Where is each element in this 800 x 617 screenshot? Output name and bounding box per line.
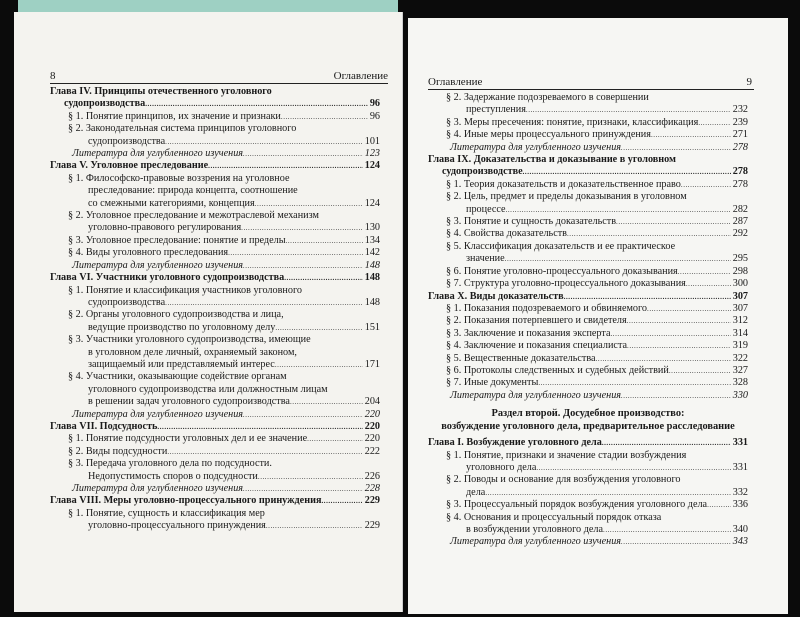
toc-entry-title-line: § 2. Виды подсудности bbox=[68, 445, 168, 457]
toc-chapter-entry bbox=[50, 86, 380, 111]
toc-literature-entry bbox=[428, 390, 748, 402]
toc-entry-leader-row bbox=[68, 136, 380, 148]
toc-entry-leader-row bbox=[68, 111, 380, 123]
toc-literature-entry bbox=[50, 148, 380, 160]
dot-leader bbox=[243, 148, 363, 160]
toc-entry-leader-row bbox=[446, 253, 748, 265]
right-page-number: 9 bbox=[746, 76, 752, 88]
toc-entry-title-line: § 1. Понятие и классификация участников уголовного bbox=[68, 284, 302, 296]
toc-page-number: 298 bbox=[732, 265, 748, 277]
dot-leader bbox=[167, 446, 362, 458]
toc-page-number: 204 bbox=[364, 396, 380, 408]
toc-page-number: 340 bbox=[732, 524, 748, 535]
right-header-rule bbox=[428, 89, 754, 90]
toc-section-entry bbox=[428, 328, 748, 340]
left-page-number: 8 bbox=[50, 70, 56, 82]
toc-literature-entry bbox=[428, 536, 748, 548]
toc-page-number: 229 bbox=[364, 520, 380, 532]
toc-entry-title-line: преследование: природа концепта, соотношение bbox=[88, 185, 298, 197]
toc-entry-title-line: § 2. Законодательная система принципов уголовного bbox=[68, 123, 297, 135]
toc-page-number: 123 bbox=[364, 148, 380, 160]
dot-leader bbox=[505, 253, 731, 265]
toc-page-number: 130 bbox=[364, 222, 380, 234]
dot-leader bbox=[243, 483, 363, 495]
toc-entry-title-line: § 5. Классификация доказательств и ее практическое bbox=[446, 240, 676, 252]
toc-page-number: 222 bbox=[364, 445, 380, 457]
toc-chapter-entry bbox=[50, 421, 380, 433]
dot-leader bbox=[286, 235, 363, 247]
toc-entry-title-line: Литература для углубленного изучения bbox=[72, 408, 244, 420]
toc-entry-title-line: Глава VII. Подсудность bbox=[50, 420, 158, 432]
dot-leader bbox=[621, 142, 731, 154]
toc-entry-title-line: в возбуждении уголовного дела bbox=[466, 524, 604, 535]
toc-entry-leader-row bbox=[450, 536, 748, 548]
toc-page-number: 228 bbox=[364, 483, 380, 494]
toc-entry-title-line: § 4. Участники, оказывающие содействие органам bbox=[68, 371, 287, 383]
toc-chapter-entry bbox=[50, 272, 380, 284]
toc-entry-leader-row bbox=[68, 247, 380, 259]
toc-page-number: 332 bbox=[732, 486, 748, 498]
dot-leader bbox=[536, 462, 730, 474]
toc-entry-leader-row bbox=[446, 524, 748, 536]
toc-entry-title-line: § 3. Процессуальный порядок возбуждения уголовного дела bbox=[446, 499, 708, 511]
toc-entry-title-line: защищаемый или представляемый интерес bbox=[88, 358, 275, 370]
toc-section-entry bbox=[428, 315, 748, 327]
toc-entry-leader-row bbox=[446, 303, 748, 315]
toc-section-entry bbox=[428, 499, 748, 511]
toc-entry-title-line: § 4. Иные меры процессуального принуждения bbox=[446, 129, 651, 141]
toc-entry-leader-row bbox=[50, 272, 380, 284]
toc-entry-title-line: Глава VIII. Меры уголовно-процессуального принуждения bbox=[50, 495, 322, 507]
toc-entry-title-line: судопроизводства bbox=[88, 296, 166, 308]
dot-leader bbox=[275, 359, 363, 371]
toc-entry-title-line: судопроизводства bbox=[88, 135, 166, 147]
toc-entry-title-line: § 1. Понятие, сущность и классификация мер bbox=[68, 507, 265, 519]
toc-page-number: 226 bbox=[364, 470, 380, 482]
toc-entry-title-line: § 2. Органы уголовного судопроизводства и лица, bbox=[68, 309, 284, 321]
dot-leader bbox=[165, 297, 363, 309]
toc-entry-leader-row bbox=[446, 462, 748, 474]
toc-entry-title-line: § 4. Заключение и показания специалиста bbox=[446, 340, 628, 352]
part-heading bbox=[428, 408, 748, 433]
toc-entry-leader-row bbox=[446, 315, 748, 327]
toc-section-entry bbox=[428, 228, 748, 240]
toc-entry-leader-row bbox=[50, 421, 380, 433]
toc-entry-leader-row bbox=[446, 179, 748, 191]
toc-entry-title-line: § 2. Задержание подозреваемого в совершении bbox=[446, 92, 649, 103]
toc-entry-leader-row bbox=[68, 359, 380, 371]
dot-leader bbox=[678, 266, 731, 278]
toc-section-entry bbox=[428, 450, 748, 475]
toc-entry-title-line: § 5. Вещественные доказательства bbox=[446, 352, 596, 364]
toc-entry-title-line: § 2. Показания потерпевшего и свидетеля bbox=[446, 315, 627, 327]
toc-entry-title-line: § 7. Структура уголовно-процессуального доказывания bbox=[446, 278, 686, 290]
toc-entry-leader-row bbox=[446, 499, 748, 511]
dot-leader bbox=[523, 166, 731, 178]
part-heading-line: возбуждение уголовного дела, предварительное расследование bbox=[441, 420, 735, 432]
toc-page-number: 229 bbox=[364, 495, 380, 507]
toc-section-entry bbox=[428, 241, 748, 266]
toc-page-number: 331 bbox=[732, 437, 748, 449]
toc-page-number: 343 bbox=[732, 536, 748, 548]
toc-entry-title-line: § 1. Понятие принципов, их значение и признаки bbox=[68, 110, 281, 122]
toc-chapter-entry bbox=[428, 291, 748, 303]
toc-page-number: 327 bbox=[732, 364, 748, 376]
toc-page-number: 96 bbox=[369, 110, 380, 122]
toc-entry-leader-row bbox=[72, 260, 380, 272]
toc-section-entry bbox=[428, 278, 748, 290]
toc-entry-title-line: судопроизводстве bbox=[442, 166, 523, 178]
toc-entry-title-line: § 6. Понятие уголовно-процессуального доказывания bbox=[446, 265, 678, 277]
toc-entry-title-line: § 3. Участники уголовного судопроизводства, имеющие bbox=[68, 334, 311, 346]
toc-page-number: 124 bbox=[364, 160, 380, 172]
toc-entry-title-line: Литература для углубленного изучения bbox=[72, 483, 244, 494]
dot-leader bbox=[564, 291, 731, 303]
toc-section-entry bbox=[50, 371, 380, 408]
dot-leader bbox=[165, 136, 363, 148]
toc-page-number: 307 bbox=[732, 290, 748, 302]
toc-page-number: 319 bbox=[732, 340, 748, 352]
dot-leader bbox=[241, 222, 363, 234]
dot-leader bbox=[243, 409, 363, 421]
toc-page-number: 101 bbox=[364, 135, 380, 147]
toc-page-number: 287 bbox=[732, 216, 748, 228]
toc-entry-title-line: § 2. Цель, предмет и пределы доказывания в уголовном bbox=[446, 191, 687, 203]
toc-entry-leader-row bbox=[50, 495, 380, 507]
toc-entry-title-line: § 2. Уголовное преследование и межотраслевой механизм bbox=[68, 210, 319, 222]
toc-section-entry bbox=[428, 365, 748, 377]
toc-entry-leader-row bbox=[428, 166, 748, 178]
toc-entry-leader-row bbox=[72, 409, 380, 421]
left-page bbox=[14, 12, 403, 612]
toc-section-entry bbox=[428, 191, 748, 216]
part-heading-line: Раздел второй. Досудебное производство: bbox=[491, 408, 685, 420]
toc-entry-title-line: Глава I. Возбуждение уголовного дела bbox=[428, 437, 602, 449]
dot-leader bbox=[243, 260, 363, 272]
dot-leader bbox=[208, 160, 363, 172]
toc-page-number: 124 bbox=[364, 197, 380, 209]
dot-leader bbox=[627, 340, 731, 352]
toc-section-entry bbox=[428, 129, 748, 141]
dot-leader bbox=[307, 433, 363, 445]
toc-page-number: 278 bbox=[732, 166, 748, 178]
dot-leader bbox=[596, 353, 731, 365]
toc-literature-entry bbox=[50, 409, 380, 421]
dot-leader bbox=[275, 322, 362, 334]
toc-page-number: 220 bbox=[364, 408, 380, 420]
toc-entry-leader-row bbox=[446, 129, 748, 141]
toc-entry-title-line: Недопустимость споров о подсудности bbox=[88, 470, 258, 482]
toc-entry-title-line: Литература для углубленного изучения bbox=[450, 141, 622, 153]
toc-page-number: 96 bbox=[369, 98, 380, 110]
toc-entry-title-line: § 3. Заключение и показания эксперта bbox=[446, 327, 611, 339]
dot-leader bbox=[621, 390, 731, 402]
toc-entry-leader-row bbox=[446, 204, 748, 216]
dot-leader bbox=[266, 520, 363, 532]
dot-leader bbox=[707, 499, 731, 511]
dot-leader bbox=[526, 104, 731, 116]
dot-leader bbox=[485, 487, 730, 499]
toc-entry-leader-row bbox=[446, 266, 748, 278]
toc-entry-leader-row bbox=[68, 235, 380, 247]
toc-page-number: 307 bbox=[732, 302, 748, 314]
toc-entry-leader-row bbox=[446, 377, 748, 389]
dot-leader bbox=[651, 129, 731, 141]
toc-section-entry bbox=[428, 179, 748, 191]
toc-section-entry bbox=[50, 123, 380, 148]
toc-entry-leader-row bbox=[446, 216, 748, 228]
toc-entry-title-line: в уголовном деле личный, охраняемый законом, bbox=[88, 346, 297, 358]
dot-leader bbox=[698, 117, 730, 129]
dot-leader bbox=[281, 111, 368, 123]
dot-leader bbox=[647, 303, 731, 315]
toc-page-number: 134 bbox=[364, 234, 380, 246]
dot-leader bbox=[681, 179, 731, 191]
toc-section-entry bbox=[50, 210, 380, 235]
toc-page-number: 278 bbox=[732, 141, 748, 153]
dot-leader bbox=[602, 437, 731, 449]
toc-entry-title-line: Глава IV. Принципы отечественного уголовного bbox=[50, 86, 272, 97]
dot-leader bbox=[506, 204, 731, 216]
toc-entry-leader-row bbox=[68, 520, 380, 532]
right-running-header: Оглавление bbox=[428, 76, 483, 88]
toc-section-entry bbox=[50, 285, 380, 310]
toc-entry-leader-row bbox=[50, 98, 380, 110]
toc-section-entry bbox=[50, 235, 380, 247]
toc-section-entry bbox=[50, 309, 380, 334]
dot-leader bbox=[228, 247, 363, 259]
toc-section-entry bbox=[50, 458, 380, 483]
toc-page-number: 151 bbox=[364, 321, 380, 333]
toc-literature-entry bbox=[50, 483, 380, 495]
toc-entry-title-line: § 2. Поводы и основание для возбуждения уголовного bbox=[446, 474, 681, 486]
toc-page-number: 336 bbox=[732, 499, 748, 511]
toc-page-number: 282 bbox=[732, 203, 748, 215]
toc-page-number: 300 bbox=[732, 278, 748, 290]
toc-entry-leader-row bbox=[446, 340, 748, 352]
toc-entry-leader-row bbox=[450, 142, 748, 154]
toc-entry-leader-row bbox=[450, 390, 748, 402]
toc-entry-leader-row bbox=[68, 396, 380, 408]
toc-entry-title-line: § 1. Понятие, признаки и значение стадии возбуждения bbox=[446, 449, 687, 461]
toc-entry-title-line: § 3. Передача уголовного дела по подсудности. bbox=[68, 458, 272, 470]
toc-page-number: 322 bbox=[732, 352, 748, 364]
dot-leader bbox=[258, 471, 363, 483]
toc-entry-leader-row bbox=[446, 365, 748, 377]
toc-entry-title-line: в решении задач уголовного судопроизводства bbox=[88, 396, 290, 408]
toc-entry-title-line: уголовного дела bbox=[466, 461, 537, 473]
dot-leader bbox=[686, 278, 731, 290]
toc-page-number: 239 bbox=[732, 116, 748, 128]
toc-page-number: 295 bbox=[732, 253, 748, 265]
toc-entry-title-line: Литература для углубленного изучения bbox=[72, 148, 244, 160]
dot-leader bbox=[255, 198, 363, 210]
toc-section-entry bbox=[428, 512, 748, 537]
toc-entry-title-line: дела bbox=[466, 486, 486, 498]
toc-section-entry bbox=[50, 334, 380, 371]
toc-entry-leader-row bbox=[68, 297, 380, 309]
toc-entry-title-line: Глава VI. Участники уголовного судопроизводства bbox=[50, 272, 285, 284]
toc-page-number: 331 bbox=[732, 461, 748, 473]
toc-entry-title-line: уголовно-правового регулирования bbox=[88, 222, 242, 234]
toc-entry-title-line: уголовного судопроизводства или должностным лицам bbox=[88, 383, 328, 395]
toc-entry-title-line: Литература для углубленного изучения bbox=[72, 259, 244, 271]
toc-entry-title-line: Глава X. Виды доказательств bbox=[428, 290, 564, 302]
dot-leader bbox=[321, 495, 362, 507]
dot-leader bbox=[567, 228, 731, 240]
dot-leader bbox=[627, 315, 731, 327]
dot-leader bbox=[603, 524, 731, 536]
toc-entry-title-line: § 4. Свойства доказательств bbox=[446, 228, 567, 240]
toc-section-entry bbox=[50, 446, 380, 458]
right-toc bbox=[428, 92, 748, 549]
toc-entry-leader-row bbox=[68, 198, 380, 210]
toc-entry-title-line: со смежными категориями, концепция bbox=[88, 197, 255, 209]
dot-leader bbox=[669, 365, 731, 377]
toc-entry-title-line: § 3. Меры пресечения: понятие, признаки, классификация bbox=[446, 116, 699, 128]
toc-entry-leader-row bbox=[68, 322, 380, 334]
toc-entry-title-line: § 3. Понятие и сущность доказательств bbox=[446, 216, 617, 228]
dot-leader bbox=[611, 328, 731, 340]
toc-page-number: 148 bbox=[364, 296, 380, 308]
toc-entry-title-line: судопроизводства bbox=[64, 98, 146, 110]
toc-section-entry bbox=[50, 247, 380, 259]
toc-entry-leader-row bbox=[446, 353, 748, 365]
toc-section-entry bbox=[428, 474, 748, 499]
toc-page-number: 142 bbox=[364, 247, 380, 259]
toc-entry-title-line: § 7. Иные документы bbox=[446, 377, 539, 389]
toc-entry-leader-row bbox=[72, 148, 380, 160]
toc-entry-title-line: § 1. Понятие подсудности уголовных дел и ее значение bbox=[68, 433, 308, 445]
toc-page-number: 171 bbox=[364, 358, 380, 370]
toc-page-number: 148 bbox=[364, 272, 380, 284]
toc-chapter-entry bbox=[428, 154, 748, 179]
toc-entry-leader-row bbox=[50, 160, 380, 172]
left-running-header: Оглавление bbox=[333, 70, 388, 82]
toc-entry-title-line: § 1. Показания подозреваемого и обвиняемого bbox=[446, 302, 648, 314]
toc-entry-title-line: Глава IX. Доказательства и доказывание в уголовном bbox=[428, 154, 676, 166]
toc-page-number: 220 bbox=[364, 433, 380, 445]
toc-page-number: 232 bbox=[732, 104, 748, 116]
dot-leader bbox=[157, 421, 362, 433]
dot-leader bbox=[621, 536, 731, 548]
toc-section-entry bbox=[428, 92, 748, 117]
left-toc bbox=[50, 86, 380, 533]
toc-section-entry bbox=[428, 353, 748, 365]
toc-section-entry bbox=[50, 173, 380, 210]
toc-chapter-entry bbox=[428, 437, 748, 449]
toc-entry-title-line: § 1. Философско-правовые воззрения на уголовное bbox=[68, 172, 290, 184]
dot-leader bbox=[145, 98, 368, 110]
toc-section-entry bbox=[428, 266, 748, 278]
toc-section-entry bbox=[428, 377, 748, 389]
toc-entry-leader-row bbox=[68, 446, 380, 458]
toc-entry-leader-row bbox=[68, 222, 380, 234]
toc-page-number: 278 bbox=[732, 178, 748, 190]
dot-leader bbox=[616, 216, 731, 228]
dot-leader bbox=[290, 396, 363, 408]
toc-page-number: 271 bbox=[732, 129, 748, 141]
toc-entry-title-line: § 4. Виды уголовного преследования bbox=[68, 247, 229, 259]
toc-section-entry bbox=[50, 433, 380, 445]
toc-entry-leader-row bbox=[446, 117, 748, 129]
toc-section-entry bbox=[428, 117, 748, 129]
toc-page-number: 220 bbox=[364, 420, 380, 432]
toc-entry-leader-row bbox=[68, 471, 380, 483]
toc-entry-title-line: уголовно-процессуального принуждения bbox=[88, 520, 266, 532]
toc-section-entry bbox=[428, 340, 748, 352]
left-header-rule bbox=[50, 83, 388, 84]
toc-page-number: 312 bbox=[732, 315, 748, 327]
toc-entry-title-line: процессе bbox=[466, 203, 506, 215]
toc-section-entry bbox=[50, 508, 380, 533]
toc-section-entry bbox=[428, 216, 748, 228]
toc-entry-leader-row bbox=[446, 328, 748, 340]
toc-section-entry bbox=[50, 111, 380, 123]
toc-entry-title-line: § 3. Уголовное преследование: понятие и пределы bbox=[68, 234, 286, 246]
toc-entry-leader-row bbox=[446, 228, 748, 240]
toc-entry-title-line: Литература для углубленного изучения bbox=[450, 389, 622, 401]
right-page bbox=[408, 18, 788, 614]
toc-chapter-entry bbox=[50, 160, 380, 172]
toc-page-number: 314 bbox=[732, 327, 748, 339]
toc-entry-title-line: § 4. Основания и процессуальный порядок отказа bbox=[446, 511, 662, 523]
toc-page-number: 292 bbox=[732, 228, 748, 240]
toc-page-number: 148 bbox=[364, 259, 380, 271]
dot-leader bbox=[284, 272, 363, 284]
toc-entry-title-line: Глава V. Уголовное преследование bbox=[50, 160, 209, 172]
toc-entry-leader-row bbox=[68, 433, 380, 445]
toc-entry-leader-row bbox=[446, 278, 748, 290]
toc-page-number: 328 bbox=[732, 377, 748, 389]
toc-entry-title-line: Литература для углубленного изучения bbox=[450, 536, 622, 548]
toc-entry-leader-row bbox=[446, 104, 748, 116]
toc-entry-title-line: § 6. Протоколы следственных и судебных действий bbox=[446, 364, 669, 376]
toc-literature-entry bbox=[428, 142, 748, 154]
toc-entry-leader-row bbox=[428, 437, 748, 449]
dot-leader bbox=[538, 377, 730, 389]
toc-chapter-entry bbox=[50, 495, 380, 507]
toc-page-number: 330 bbox=[732, 389, 748, 401]
toc-entry-leader-row bbox=[446, 487, 748, 499]
toc-entry-leader-row bbox=[428, 291, 748, 303]
toc-entry-leader-row bbox=[72, 483, 380, 495]
toc-entry-title-line: значение bbox=[466, 253, 505, 265]
toc-literature-entry bbox=[50, 260, 380, 272]
toc-entry-title-line: § 1. Теория доказательств и доказательственное право bbox=[446, 178, 681, 190]
toc-section-entry bbox=[428, 303, 748, 315]
toc-entry-title-line: ведущие производство по уголовному делу bbox=[88, 321, 276, 333]
toc-entry-title-line: преступления bbox=[466, 104, 526, 116]
